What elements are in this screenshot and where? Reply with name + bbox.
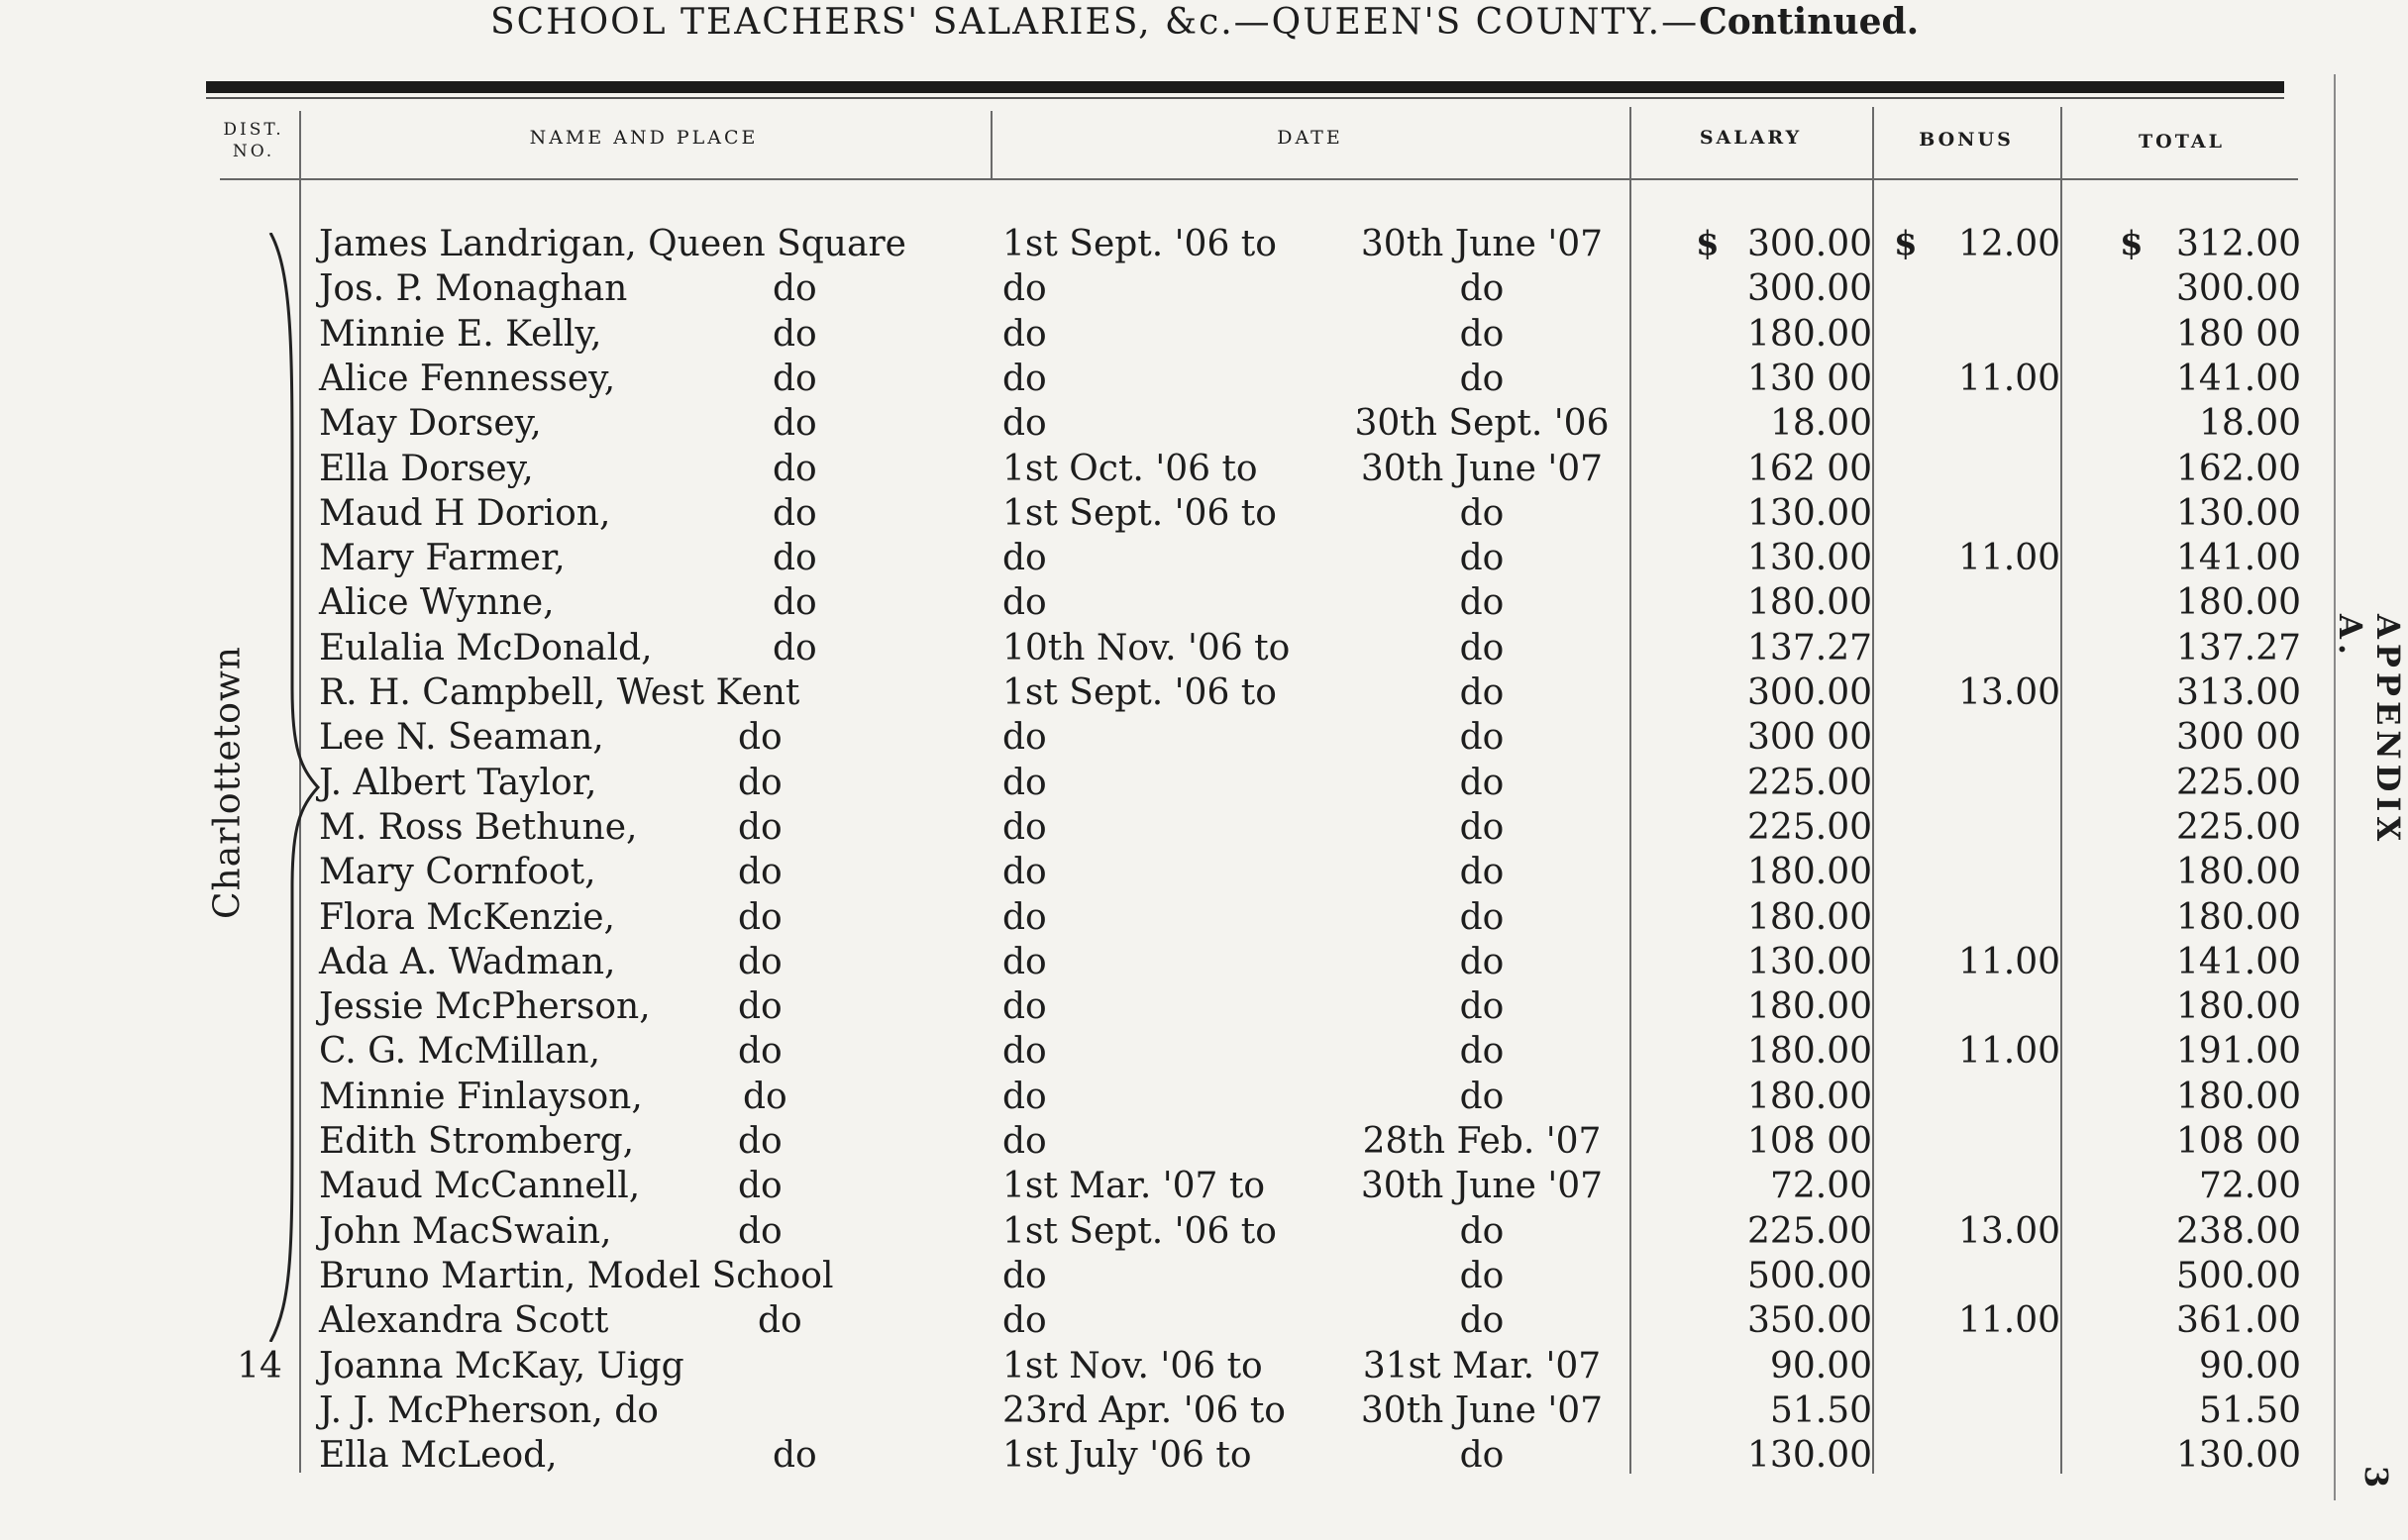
date-from: 1st Sept. '06 to	[1002, 672, 1277, 713]
salary-value: 500.00	[1747, 1255, 1872, 1296]
date-from: 1st Sept. '06 to	[1002, 1210, 1277, 1252]
teacher-name: Eulalia McDonald,	[319, 627, 653, 668]
date-from: do	[1002, 986, 1047, 1028]
right-margin-rule	[2334, 74, 2336, 1500]
date-from: do	[1002, 941, 1047, 982]
teacher-name: Lee N. Seaman,	[319, 717, 604, 759]
top-thin-rule	[206, 97, 2284, 99]
teacher-name: May Dorsey,	[319, 403, 542, 445]
date-to: do	[1459, 1031, 1505, 1073]
date-from: do	[1002, 582, 1047, 624]
header-bonus: BONUS	[1919, 129, 2014, 151]
teacher-place: do	[773, 627, 817, 668]
teacher-name: Jessie McPherson,	[319, 986, 651, 1028]
date-to: do	[1459, 1255, 1505, 1296]
teacher-name: Mary Farmer,	[319, 538, 566, 579]
date-from: do	[1002, 358, 1047, 399]
page-title-main: SCHOOL TEACHERS' SALARIES, &c.—QUEEN'S COUNTY.—	[490, 2, 1700, 43]
table-row	[0, 1433, 2318, 1478]
total-value: 500.00	[2176, 1255, 2301, 1296]
date-from: 1st Sept. '06 to	[1002, 224, 1277, 264]
table-row	[0, 626, 2318, 670]
date-to: do	[1459, 492, 1505, 534]
date-from: do	[1002, 1255, 1047, 1296]
total-value: 90.00	[2198, 1345, 2301, 1386]
total-value: 300 00	[2176, 717, 2301, 759]
teacher-place: do	[773, 492, 817, 534]
col-rule-date-header	[991, 111, 993, 178]
date-from: do	[1002, 896, 1047, 938]
salary-value: 180.00	[1747, 852, 1872, 893]
salary-value: 300.00	[1747, 672, 1872, 713]
total-value: 108 00	[2176, 1121, 2301, 1162]
teacher-place: do	[773, 358, 817, 399]
total-value: 238.00	[2176, 1210, 2301, 1252]
date-to: do	[1459, 1435, 1505, 1477]
date-to: do	[1459, 941, 1505, 982]
total-value: 225.00	[2176, 762, 2301, 803]
date-from: do	[1002, 762, 1047, 803]
teacher-place: do	[773, 268, 817, 310]
salary-value: 90.00	[1769, 1345, 1872, 1386]
bonus-value: 11.00	[1957, 941, 2060, 982]
total-value: 180.00	[2176, 582, 2301, 624]
teacher-name: M. Ross Bethune,	[319, 806, 638, 848]
date-from: 1st Oct. '06 to	[1002, 448, 1258, 489]
salary-value: 180.00	[1747, 582, 1872, 624]
teacher-place: do	[738, 806, 783, 848]
date-to: 30th June '07	[1360, 1389, 1604, 1431]
table-row	[0, 491, 2318, 536]
date-to: do	[1459, 268, 1505, 310]
date-to: 30th Sept. '06	[1354, 403, 1610, 445]
salary-value: 51.50	[1769, 1389, 1872, 1431]
table-row	[0, 670, 2318, 715]
date-to: do	[1459, 582, 1505, 624]
total-value: 51.50	[2198, 1389, 2301, 1431]
table-row	[0, 1029, 2318, 1074]
teacher-place: do	[738, 1121, 783, 1162]
teacher-name: Ella McLeod,	[319, 1435, 558, 1477]
page-number: 3	[2357, 1466, 2395, 1489]
table-row	[0, 357, 2318, 401]
table-row	[0, 940, 2318, 984]
salary-value: 300 00	[1747, 717, 1872, 759]
total-value: 130.00	[2176, 492, 2301, 534]
total-value: 225.00	[2176, 806, 2301, 848]
total-value: 141.00	[2176, 941, 2301, 982]
table-row	[0, 895, 2318, 940]
header-dist-no-line2: NO.	[232, 142, 275, 161]
header-dist-no-line1: DIST.	[223, 120, 284, 140]
teacher-place: do	[773, 448, 817, 489]
date-to: do	[1459, 806, 1505, 848]
teacher-place: do	[738, 1031, 783, 1073]
salary-value: 180.00	[1747, 896, 1872, 938]
teacher-place: do	[773, 582, 817, 624]
teacher-name: Alexandra Scott	[319, 1300, 609, 1342]
salary-value: 300.00	[1747, 268, 1872, 310]
teacher-name: Minnie Finlayson,	[319, 1076, 643, 1117]
date-from: 1st Sept. '06 to	[1002, 492, 1277, 534]
bonus-value: 12.00	[1957, 224, 2060, 264]
salary-value: 180.00	[1747, 1076, 1872, 1117]
total-value: 18.00	[2198, 403, 2301, 445]
date-from: 23rd Apr. '06 to	[1002, 1389, 1286, 1431]
bonus-value: 11.00	[1957, 1300, 2060, 1342]
date-from: 1st Mar. '07 to	[1002, 1166, 1266, 1207]
table-row	[0, 1119, 2318, 1164]
teacher-name: James Landrigan, Queen Square	[319, 224, 906, 264]
salary-value: 108 00	[1747, 1121, 1872, 1162]
date-from: 1st Nov. '06 to	[1002, 1345, 1263, 1386]
teacher-name: Ella Dorsey,	[319, 448, 534, 489]
teacher-place: do	[738, 852, 783, 893]
table-row	[0, 580, 2318, 625]
total-value: 162.00	[2176, 448, 2301, 489]
salary-value: 130.00	[1747, 492, 1872, 534]
table-row	[0, 715, 2318, 760]
table-row	[0, 1344, 2318, 1388]
teacher-place: do	[738, 941, 783, 982]
header-bottom-rule	[220, 178, 2298, 180]
total-value: 180.00	[2176, 852, 2301, 893]
teacher-name: Alice Fennessey,	[319, 358, 616, 399]
salary-value: 72.00	[1769, 1166, 1872, 1207]
teacher-name: J. Albert Taylor,	[319, 762, 597, 803]
date-to: 28th Feb. '07	[1362, 1121, 1602, 1162]
date-to: do	[1459, 762, 1505, 803]
date-to: 31st Mar. '07	[1362, 1345, 1602, 1386]
teacher-name: Maud H Dorion,	[319, 492, 611, 534]
table-row	[0, 401, 2318, 446]
date-to: do	[1459, 358, 1505, 399]
total-value: 72.00	[2198, 1166, 2301, 1207]
salary-value: 350.00	[1747, 1300, 1872, 1342]
salary-value: 162 00	[1747, 448, 1872, 489]
total-value: 300.00	[2176, 268, 2301, 310]
total-value: 180.00	[2176, 896, 2301, 938]
district-name: Charlottetown	[207, 646, 249, 919]
date-from: do	[1002, 1076, 1047, 1117]
bonus-value: 11.00	[1957, 538, 2060, 579]
date-to: do	[1459, 986, 1505, 1028]
date-to: do	[1459, 852, 1505, 893]
bonus-value: 11.00	[1957, 358, 2060, 399]
teacher-place: do	[773, 538, 817, 579]
header-total: TOTAL	[2139, 131, 2225, 153]
date-to: do	[1459, 627, 1505, 668]
date-to: do	[1459, 672, 1505, 713]
teacher-name: R. H. Campbell, West Kent	[319, 672, 800, 713]
teacher-place: do	[758, 1300, 802, 1342]
table-row	[0, 266, 2318, 311]
salary-value: 225.00	[1747, 806, 1872, 848]
table-row	[0, 805, 2318, 850]
teacher-name: Bruno Martin, Model School	[319, 1255, 834, 1296]
teacher-name: Joanna McKay, Uigg	[319, 1345, 684, 1386]
salary-value: 225.00	[1747, 1210, 1872, 1252]
teacher-place: do	[738, 896, 783, 938]
total-value: 313.00	[2176, 672, 2301, 713]
header-salary: SALARY	[1699, 127, 1803, 149]
total-value: 137.27	[2176, 627, 2301, 668]
date-to: do	[1459, 896, 1505, 938]
table-row	[0, 312, 2318, 357]
date-from: do	[1002, 717, 1047, 759]
teacher-name: Jos. P. Monaghan	[319, 268, 628, 310]
date-to: do	[1459, 1300, 1505, 1342]
total-value: 141.00	[2176, 538, 2301, 579]
date-to: do	[1459, 717, 1505, 759]
table-row	[0, 850, 2318, 894]
teacher-name: Edith Stromberg,	[319, 1121, 635, 1162]
teacher-name: J. J. McPherson, do	[319, 1389, 659, 1431]
teacher-name: Ada A. Wadman,	[319, 941, 616, 982]
salary-dollar-sign: $	[1696, 224, 1720, 263]
salary-value: 300.00	[1747, 224, 1872, 264]
salary-value: 130.00	[1747, 941, 1872, 982]
date-to: do	[1459, 313, 1505, 355]
date-from: do	[1002, 806, 1047, 848]
page-title-continued: Continued.	[1699, 1, 1920, 43]
salary-value: 130.00	[1747, 538, 1872, 579]
teacher-place: do	[738, 717, 783, 759]
date-from: 10th Nov. '06 to	[1002, 627, 1291, 668]
table-row	[0, 1254, 2318, 1298]
table-row	[0, 1209, 2318, 1254]
teacher-place: do	[773, 313, 817, 355]
salary-value: 18.00	[1769, 403, 1872, 445]
appendix-label: APPENDIX A.	[2332, 614, 2407, 847]
teacher-name: Mary Cornfoot,	[319, 852, 596, 893]
salary-value: 180.00	[1747, 313, 1872, 355]
date-from: do	[1002, 313, 1047, 355]
salary-value: 137.27	[1747, 627, 1872, 668]
table-row	[0, 1298, 2318, 1343]
salary-value: 180.00	[1747, 1031, 1872, 1073]
salary-value: 130 00	[1747, 358, 1872, 399]
bonus-value: 11.00	[1957, 1031, 2060, 1073]
teacher-name: Maud McCannell,	[319, 1166, 641, 1207]
table-row	[0, 447, 2318, 491]
header-name-and-place: NAME AND PLACE	[529, 127, 759, 149]
date-from: do	[1002, 403, 1047, 445]
date-to: 30th June '07	[1360, 224, 1604, 264]
total-value: 130.00	[2176, 1435, 2301, 1477]
salary-value: 130.00	[1747, 1435, 1872, 1477]
total-value: 191.00	[2176, 1031, 2301, 1073]
table-row	[0, 1388, 2318, 1433]
bonus-dollar-sign: $	[1894, 224, 1918, 263]
teacher-place: do	[773, 1435, 817, 1477]
total-value: 180.00	[2176, 986, 2301, 1028]
date-to: 30th June '07	[1360, 448, 1604, 489]
date-from: do	[1002, 268, 1047, 310]
teacher-place: do	[773, 403, 817, 445]
date-to: do	[1459, 538, 1505, 579]
teacher-name: John MacSwain,	[319, 1210, 612, 1252]
bonus-value: 13.00	[1957, 1210, 2060, 1252]
teacher-name: Minnie E. Kelly,	[319, 313, 602, 355]
teacher-place: do	[738, 1166, 783, 1207]
total-value: 312.00	[2176, 224, 2301, 264]
table-row	[0, 536, 2318, 580]
total-value: 180 00	[2176, 313, 2301, 355]
salary-value: 180.00	[1747, 986, 1872, 1028]
total-value: 361.00	[2176, 1300, 2301, 1342]
page-title	[490, 0, 2026, 44]
salary-value: 225.00	[1747, 762, 1872, 803]
date-from: 1st July '06 to	[1002, 1435, 1252, 1477]
teacher-place: do	[738, 986, 783, 1028]
date-to: 30th June '07	[1360, 1166, 1604, 1207]
date-from: do	[1002, 1300, 1047, 1342]
teacher-place: do	[738, 762, 783, 803]
header-date: DATE	[1277, 127, 1343, 149]
district-number: 14	[237, 1345, 282, 1386]
top-thick-rule	[206, 81, 2284, 93]
date-from: do	[1002, 538, 1047, 579]
teacher-place: do	[738, 1210, 783, 1252]
total-dollar-sign: $	[2120, 224, 2144, 263]
teacher-name: C. G. McMillan,	[319, 1031, 601, 1073]
total-value: 180.00	[2176, 1076, 2301, 1117]
date-from: do	[1002, 1121, 1047, 1162]
teacher-name: Flora McKenzie,	[319, 896, 615, 938]
table-row	[0, 761, 2318, 805]
header-dist-no	[206, 119, 301, 162]
date-from: do	[1002, 1031, 1047, 1073]
teacher-name: Alice Wynne,	[319, 582, 555, 624]
date-from: do	[1002, 852, 1047, 893]
table-row	[0, 222, 2318, 266]
date-to: do	[1459, 1210, 1505, 1252]
table-row	[0, 1075, 2318, 1119]
teacher-place: do	[743, 1076, 787, 1117]
total-value: 141.00	[2176, 358, 2301, 399]
table-row	[0, 1164, 2318, 1208]
bonus-value: 13.00	[1957, 672, 2060, 713]
date-to: do	[1459, 1076, 1505, 1117]
table-row	[0, 984, 2318, 1029]
